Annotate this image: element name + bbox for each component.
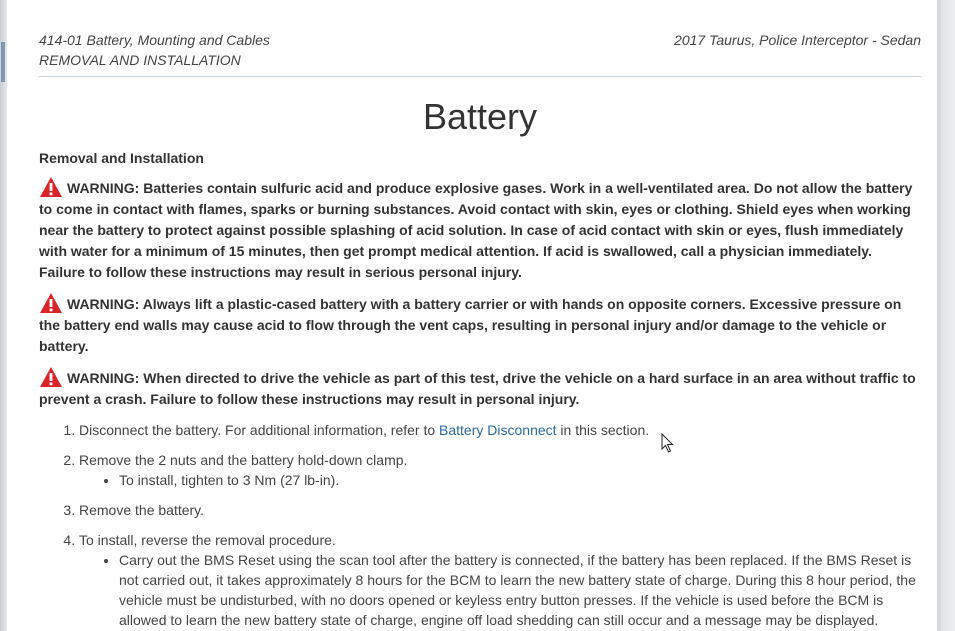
step-2-notes <box>79 470 921 490</box>
vehicle-name: 2017 Taurus, Police Interceptor - Sedan <box>674 32 921 48</box>
step-4-notes <box>79 550 921 630</box>
step-1-text-end: in this section. <box>556 422 650 438</box>
vertical-scrollbar[interactable] <box>937 0 955 631</box>
mouse-pointer-icon <box>661 433 675 453</box>
step-1 <box>79 420 921 440</box>
step-4-note: • Carry out the BMS Reset using the scan tool after the battery is connected, if the battery has been replaced. If the BMS Reset is not carried out, it takes approximately 8 hours for the BCM to learn the new battery state of charge. During this 8 hour period, the vehicle must be undisturbed, with no doors opened or keyless entry button presses. If the vehicle is used before the BCM is allowed to learn the new battery state of charge, engine off load shedding can still occur and a message may be displayed. <box>119 550 921 630</box>
warning-triangle-icon <box>39 292 63 314</box>
step-2 <box>79 450 921 490</box>
step-3-text: Remove the battery. <box>79 502 205 518</box>
procedure-steps <box>39 420 921 630</box>
document-header <box>39 30 921 77</box>
warning-triangle-icon <box>39 176 63 198</box>
scrollbar-track[interactable] <box>937 0 941 631</box>
step-2-text: Remove the 2 nuts and the battery hold-down clamp. <box>79 452 408 468</box>
warning-3 <box>39 366 921 410</box>
section-name: 414-01 Battery, Mounting and Cables <box>39 32 270 48</box>
warning-triangle-icon <box>39 366 63 388</box>
battery-disconnect-link[interactable]: Battery Disconnect <box>439 422 557 438</box>
left-edge-marker <box>1 42 5 82</box>
header-left <box>39 30 270 70</box>
warning-1-text: WARNING: Batteries contain sulfuric acid and produce explosive gases. Work in a well-ventilated area. Do not allow the battery to come in contact with flames, sparks or burning substances. Avoid contact with skin, eyes or clothing. Shield eyes when working near the battery to protect against possible splashing of acid solution. In case of acid contact with skin or eyes, flush immediately with water for a minimum of 15 minutes, then get prompt medical attention. If acid is swallowed, call a physician immediately. Failure to follow these instructions may result in serious personal injury. <box>39 180 913 280</box>
page-title: Battery <box>422 96 538 137</box>
warning-1 <box>39 176 921 283</box>
step-3 <box>79 500 921 520</box>
subheading: Removal and Installation <box>39 150 204 166</box>
warning-2 <box>39 292 921 357</box>
step-4-text: To install, reverse the removal procedure. <box>79 532 336 548</box>
window-left-edge <box>0 0 7 631</box>
warning-2-text: WARNING: Always lift a plastic-cased battery with a battery carrier or with hands on opposite corners. Excessive pressure on the battery end walls may cause acid to flow through the vent caps, resulting in personal injury and/or damage to the vehicle or battery. <box>39 296 902 354</box>
procedure-type: REMOVAL AND INSTALLATION <box>39 52 241 68</box>
warning-3-text: WARNING: When directed to drive the vehicle as part of this test, drive the vehicle on a hard surface in an area without traffic to prevent a crash. Failure to follow these instructions may result in personal injury. <box>39 370 916 407</box>
document-content <box>39 30 921 631</box>
step-2-note: • To install, tighten to 3 Nm (27 lb-in). <box>119 470 921 490</box>
step-4 <box>79 530 921 630</box>
step-1-text: Disconnect the battery. For additional information, refer to <box>79 422 440 438</box>
